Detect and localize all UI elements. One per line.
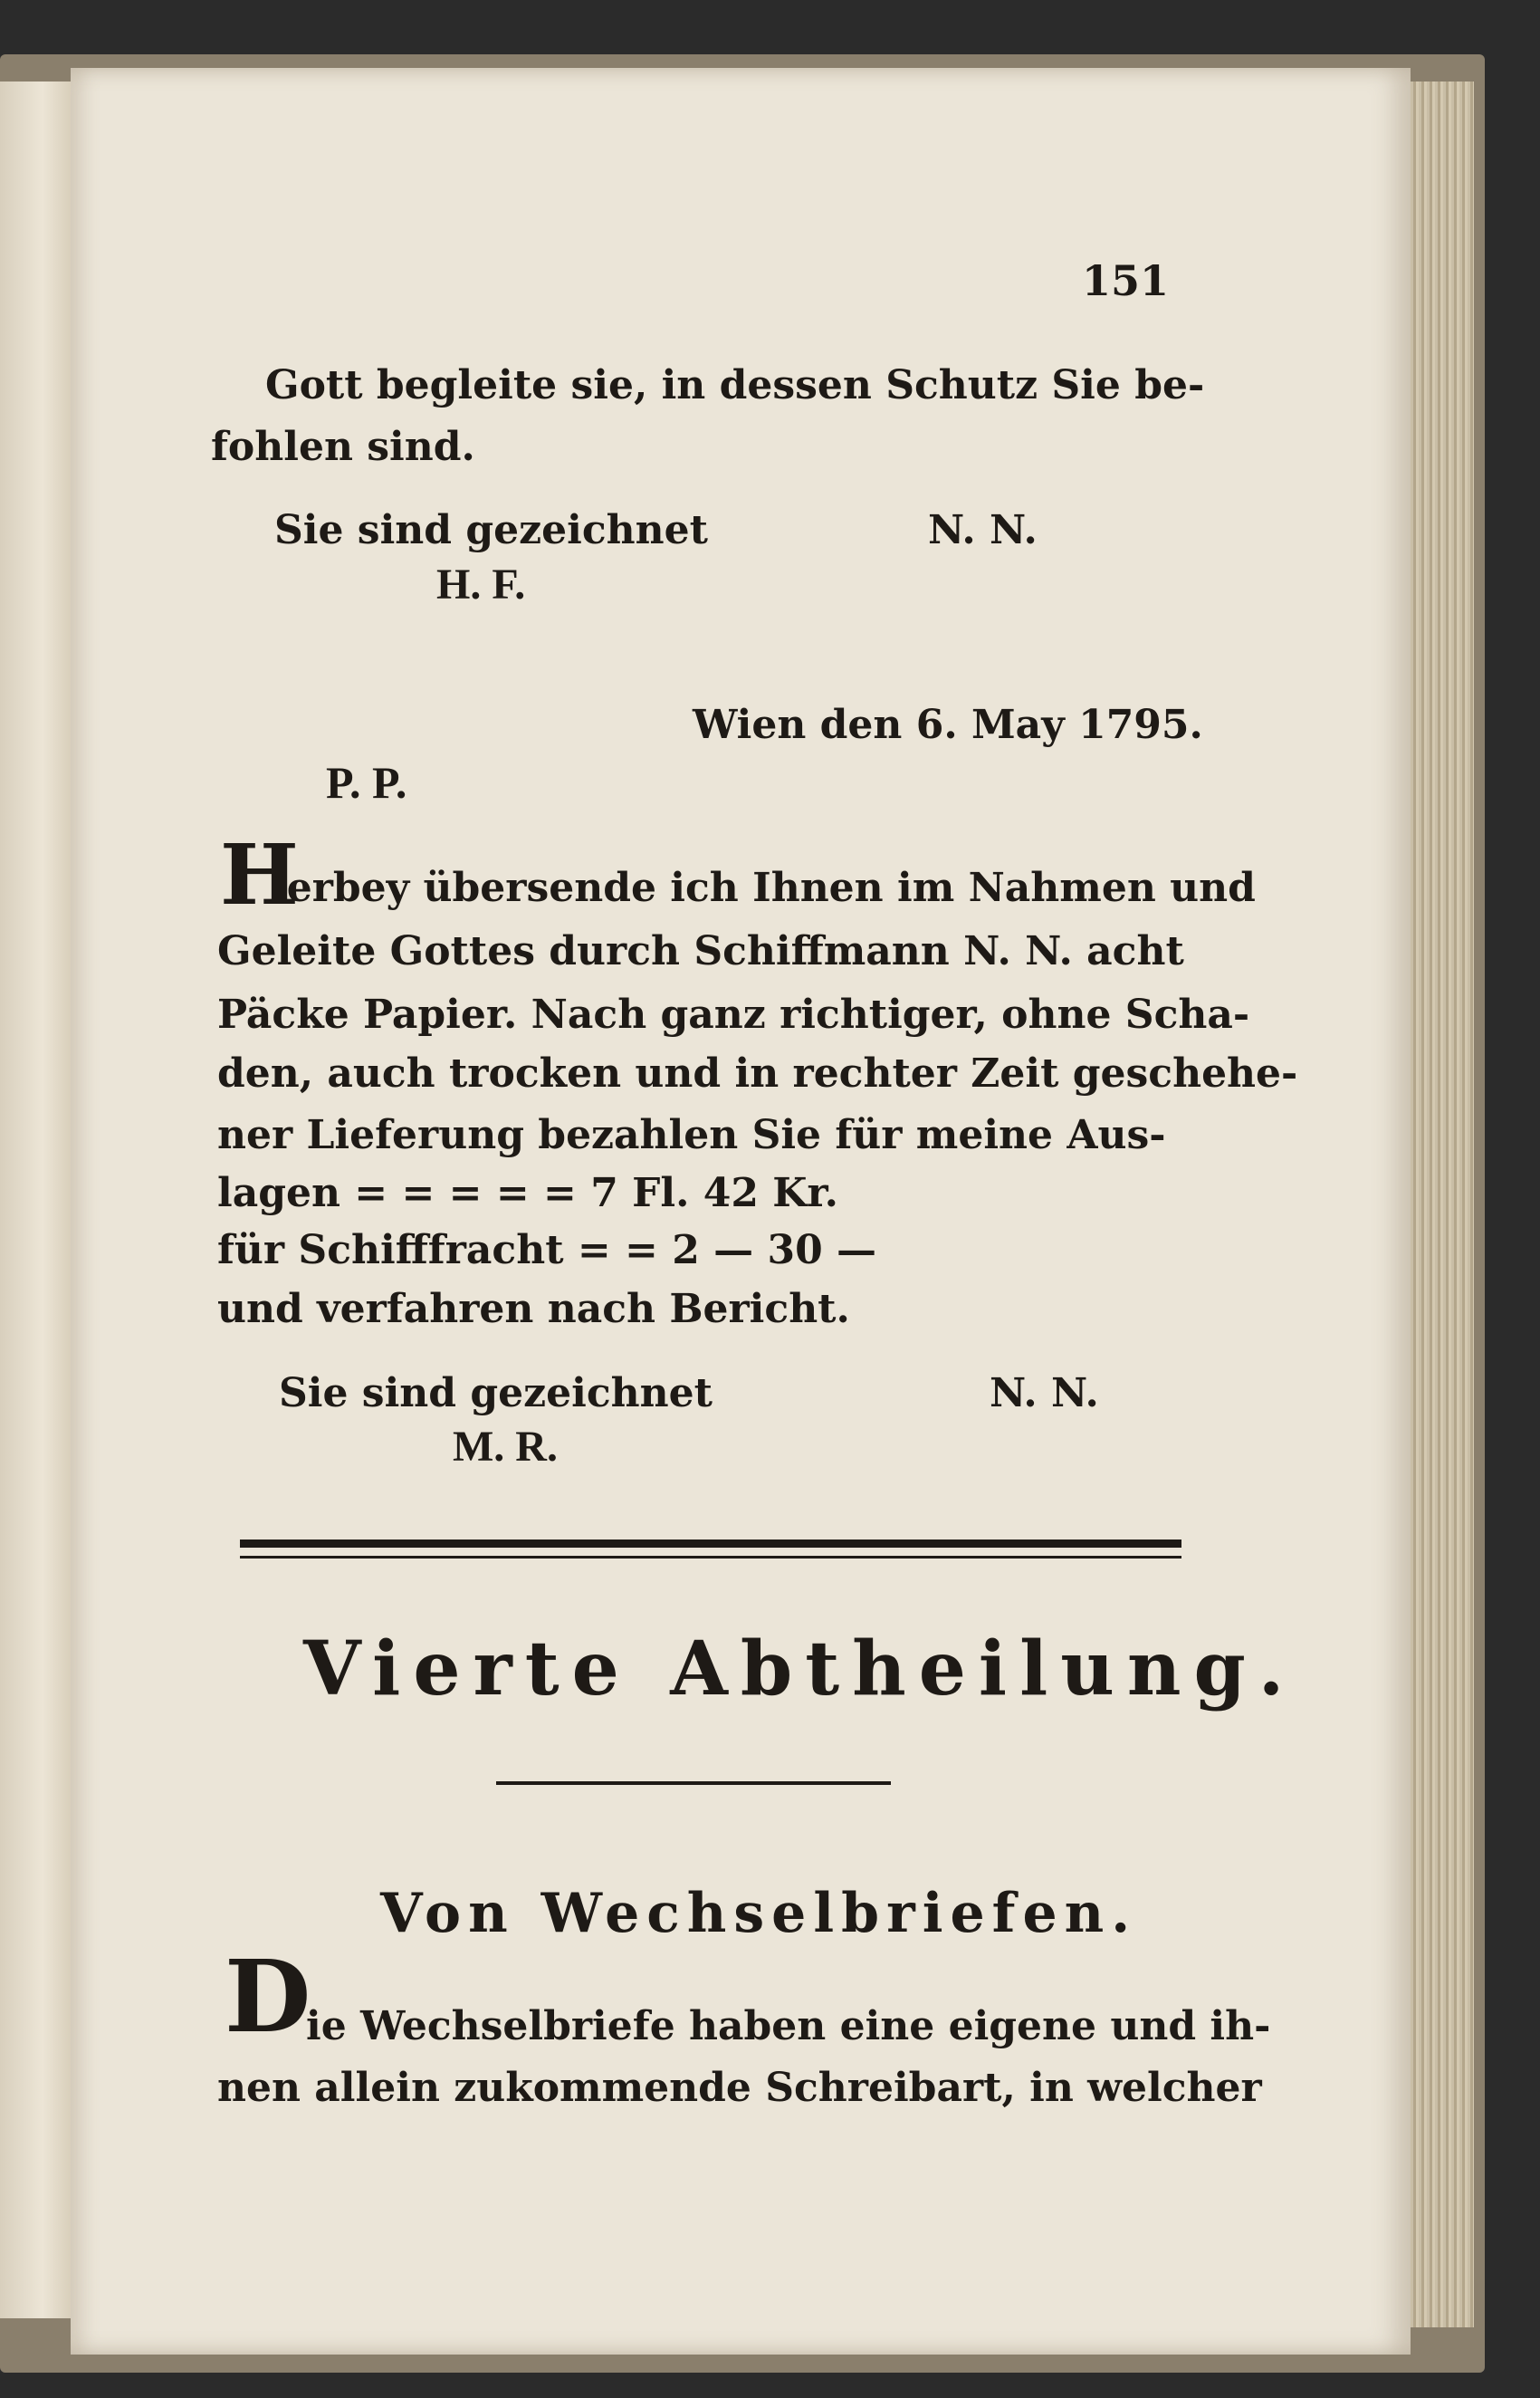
letter2-dateline: Wien den 6. May 1795. [693, 702, 1203, 748]
section-text-line: nen allein zukommende Schreibart, in welcher [217, 2065, 1262, 2111]
section-text-line: ie Wechselbriefe haben eine eigene und ih- [306, 2003, 1271, 2049]
double-rule-thin [240, 1556, 1181, 1559]
part-heading: Vierte Abtheilung. [303, 1626, 1297, 1712]
letter2-line: den, auch trocken und in rechter Zeit geschehe- [217, 1050, 1298, 1097]
letter1-line: fohlen sind. [211, 424, 475, 470]
drop-capital-h: H [220, 826, 299, 924]
letter2-signed-nn: N. N. [990, 1370, 1099, 1416]
letter2-line: für Schifffracht = = 2 — 30 — [217, 1227, 877, 1273]
letter1-initials: H. F. [436, 561, 526, 609]
letter2-salutation: P. P. [326, 757, 407, 808]
drop-capital-d: D [225, 1938, 311, 2055]
letter2-line: ierbey übersende ich Ihnen im Nahmen und [272, 865, 1256, 911]
double-rule-thick [240, 1540, 1181, 1548]
letter2-line: Päcke Papier. Nach ganz richtiger, ohne Scha- [217, 992, 1250, 1038]
letter2-line: lagen = = = = = 7 Fl. 42 Kr. [217, 1170, 838, 1216]
section-heading: Von Wechselbriefen. [380, 1882, 1138, 1945]
short-rule [496, 1781, 891, 1785]
letter2-line: ner Lieferung bezahlen Sie für meine Aus- [217, 1112, 1166, 1158]
letter2-initials: M. R. [453, 1423, 558, 1471]
facing-page-edge [0, 82, 71, 2318]
page-edges [1411, 82, 1474, 2327]
letter2-signed-label: Sie sind gezeichnet [279, 1370, 713, 1416]
letter2-line: Geleite Gottes durch Schiffmann N. N. acht [217, 928, 1184, 974]
letter2-line: und verfahren nach Bericht. [217, 1286, 850, 1332]
letter1-line: Gott begleite sie, in dessen Schutz Sie be- [265, 362, 1205, 408]
letter1-signed-label: Sie sind gezeichnet [274, 507, 708, 553]
page-number: 151 [1082, 256, 1170, 305]
letter1-signed-nn: N. N. [928, 507, 1038, 553]
